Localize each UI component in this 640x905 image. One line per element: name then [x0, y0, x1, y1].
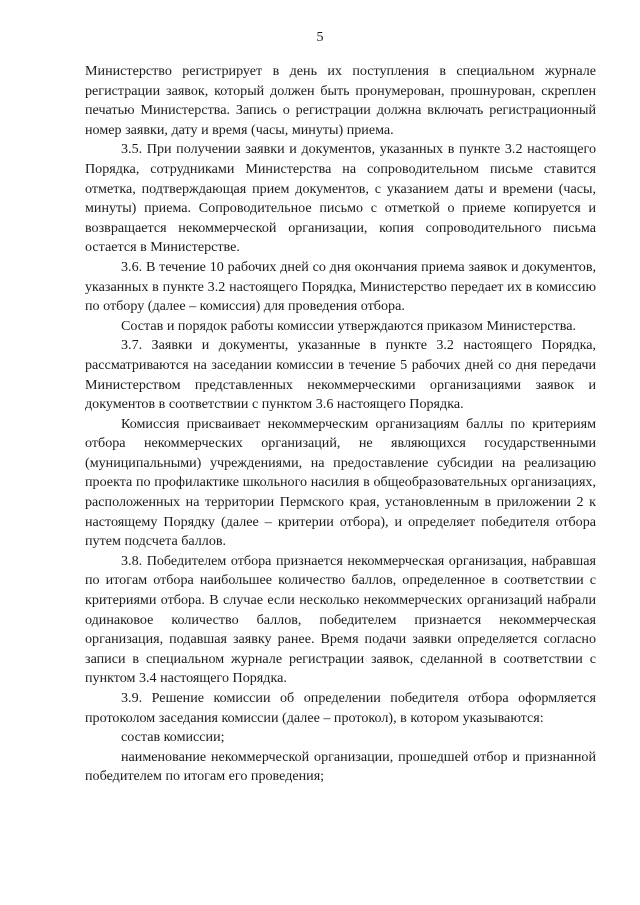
- paragraph-commission-scoring: Комиссия присваивает некоммерческим организациям баллы по критериям отбора некоммерческих организаций, не являющихся государственными (муниципальными) учреждениями, на предоставление субсидии на реализацию проекта по профилактике школьного насилия в общеобразовательных организациях, расположенных на территории Пермского края, установленным в приложении 2 к настоящему Порядку (далее – критерии отбора), и определяет победителя отбора путем подсчета баллов.: [85, 415, 596, 550]
- paragraph-3-9: 3.9. Решение комиссии об определении победителя отбора оформляется протоколом заседания комиссии (далее – протокол), в котором указываются:: [85, 690, 596, 726]
- list-item-commission-composition: состав комиссии;: [121, 729, 225, 746]
- paragraph-commission-composition: Состав и порядок работы комиссии утверждаются приказом Министерства.: [121, 317, 577, 334]
- page-number: 5: [316, 30, 324, 45]
- paragraph-3-7: 3.7. Заявки и документы, указанные в пункте 3.2 настоящего Порядка, рассматриваются на заседании комиссии в течение 5 рабочих дней со дня передачи Министерством представленных некоммерческими организациями заявок и документов в соответствии с пунктом 3.6 настоящего Порядка.: [85, 337, 596, 413]
- paragraph-3-8: 3.8. Победителем отбора признается некоммерческая организация, набравшая по итогам отбора наибольшее количество баллов, определенное в соответствии с критериями отбора. В случае если несколько некоммерческих организаций набрали одинаковое количество баллов, победителем признается некоммерческая организация, подавшая заявку ранее. Время подачи заявки определяется согласно записи в специальном журнале регистрации заявок, сделанной в соответствии с пунктом 3.4 настоящего Порядка.: [85, 552, 596, 687]
- paragraph-registration: Министерство регистрирует в день их поступления в специальном журнале регистрации заявок, который должен быть пронумерован, прошнурован, скреплен печатью Министерства. Запись о регистрации должна включать регистрационный номер заявки, дату и время (часы, минуты) приема.: [85, 63, 596, 138]
- list-item-winner-name: наименование некоммерческой организации, прошедшей отбор и признанной победителем по итогам его проведения;: [85, 748, 596, 785]
- document-body: [85, 62, 596, 787]
- paragraph-3-5: 3.5. При получении заявки и документов, указанных в пункте 3.2 настоящего Порядка, сотрудниками Министерства на сопроводительном письме ставится отметка, подтверждающая прием документов, с указанием даты и времени (часы, минуты) приема. Сопроводительное письмо с отметкой о приеме копируется и возвращается некоммерческой организации, копия сопроводительного письма остается в Министерстве.: [85, 141, 596, 256]
- paragraph-3-6: 3.6. В течение 10 рабочих дней со дня окончания приема заявок и документов, указанных в пункте 3.2 настоящего Порядка, Министерство передает их в комиссию по отбору (далее – комиссия) для проведения отбора.: [85, 258, 596, 315]
